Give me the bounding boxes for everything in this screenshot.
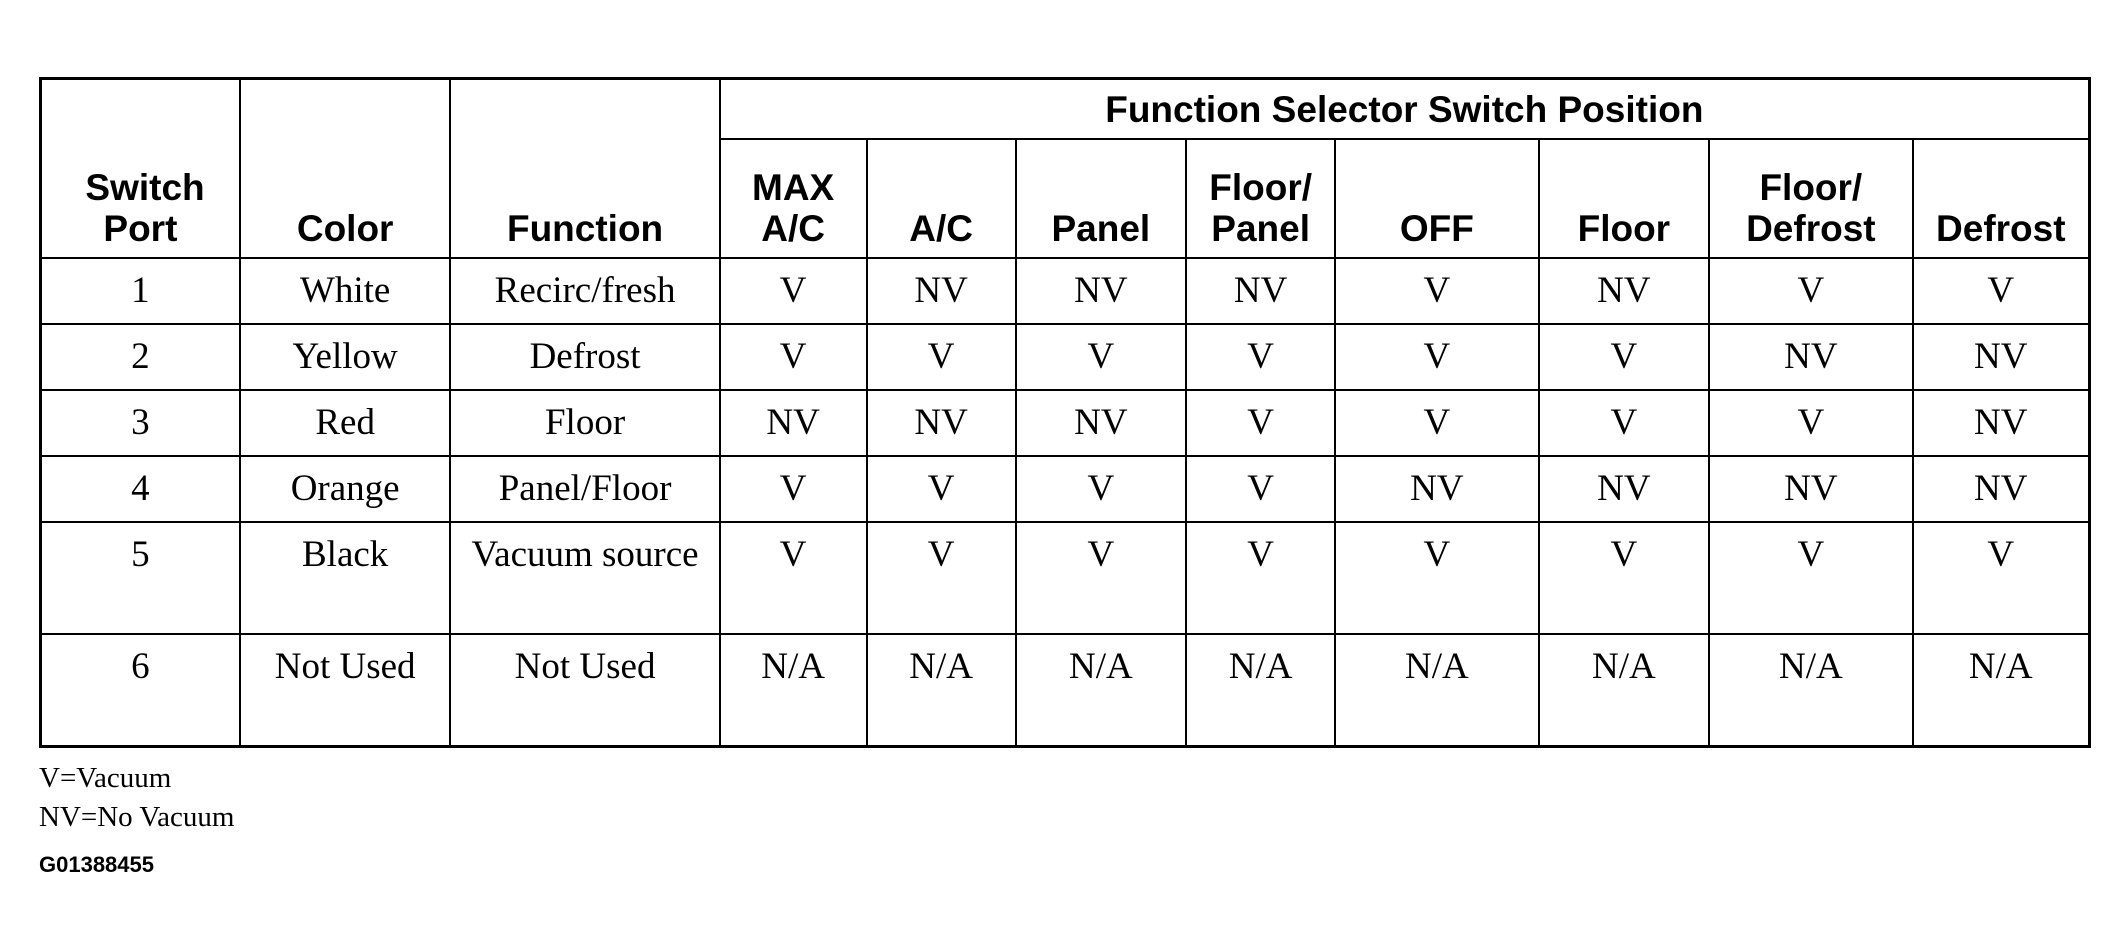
cell-port: 6	[41, 634, 240, 747]
cell-position-value: NV	[1016, 258, 1187, 324]
header-switch-port-label: Switch Port	[85, 167, 205, 249]
header-position-2: Panel	[1016, 139, 1187, 258]
cell-function: Panel/Floor	[450, 456, 719, 522]
cell-position-value: V	[720, 324, 867, 390]
header-position-5: Floor	[1539, 139, 1710, 258]
table-row	[41, 258, 2090, 324]
table-row	[41, 634, 2090, 747]
header-function: Function	[450, 79, 719, 259]
cell-function: Not Used	[450, 634, 719, 747]
cell-position-value: NV	[867, 258, 1016, 324]
cell-position-value: V	[1709, 390, 1912, 456]
cell-color: Not Used	[240, 634, 451, 747]
legend-no-vacuum: NV=No Vacuum	[39, 801, 235, 833]
cell-position-value: N/A	[1016, 634, 1187, 747]
cell-function: Recirc/fresh	[450, 258, 719, 324]
cell-position-value: V	[1913, 258, 2090, 324]
cell-position-value: V	[1335, 390, 1538, 456]
cell-position-value: V	[1186, 390, 1335, 456]
table-row	[41, 522, 2090, 634]
cell-position-value: V	[1335, 258, 1538, 324]
cell-position-value: NV	[1335, 456, 1538, 522]
cell-position-value: NV	[720, 390, 867, 456]
cell-position-value: V	[720, 456, 867, 522]
table-row	[41, 324, 2090, 390]
cell-position-value: NV	[1016, 390, 1187, 456]
cell-position-value: V	[1016, 456, 1187, 522]
cell-port: 2	[41, 324, 240, 390]
cell-color: Black	[240, 522, 451, 634]
header-position-1: A/C	[867, 139, 1016, 258]
cell-position-value: NV	[1539, 456, 1710, 522]
figure-id: G01388455	[39, 852, 154, 877]
cell-position-value: V	[720, 258, 867, 324]
cell-position-value: N/A	[1709, 634, 1912, 747]
cell-position-value: V	[1016, 522, 1187, 634]
cell-color: White	[240, 258, 451, 324]
header-switch-port	[41, 79, 240, 259]
cell-position-value: V	[1186, 522, 1335, 634]
cell-position-value: N/A	[1913, 634, 2090, 747]
cell-position-value: V	[1335, 522, 1538, 634]
cell-position-value: N/A	[1335, 634, 1538, 747]
table-row	[41, 456, 2090, 522]
cell-position-value: V	[1335, 324, 1538, 390]
legend-vacuum: V=Vacuum	[39, 762, 172, 794]
cell-port: 5	[41, 522, 240, 634]
cell-position-value: V	[1539, 324, 1710, 390]
cell-color: Red	[240, 390, 451, 456]
header-position-3: Floor/ Panel	[1186, 139, 1335, 258]
cell-color: Yellow	[240, 324, 451, 390]
header-position-0: MAX A/C	[720, 139, 867, 258]
cell-position-value: V	[867, 456, 1016, 522]
cell-position-value: NV	[1539, 258, 1710, 324]
cell-position-value: V	[1186, 456, 1335, 522]
cell-function: Defrost	[450, 324, 719, 390]
cell-position-value: NV	[1186, 258, 1335, 324]
cell-function: Vacuum source	[450, 522, 719, 634]
switch-position-table	[39, 77, 2091, 748]
cell-position-value: NV	[1913, 456, 2090, 522]
cell-position-value: NV	[1709, 456, 1912, 522]
cell-position-value: N/A	[1539, 634, 1710, 747]
header-position-7: Defrost	[1913, 139, 2090, 258]
cell-position-value: NV	[1913, 390, 2090, 456]
header-position-4: OFF	[1335, 139, 1538, 258]
cell-position-value: V	[720, 522, 867, 634]
cell-port: 3	[41, 390, 240, 456]
cell-position-value: V	[1539, 390, 1710, 456]
cell-position-value: V	[1709, 258, 1912, 324]
cell-function: Floor	[450, 390, 719, 456]
cell-position-value: V	[1539, 522, 1710, 634]
table-row	[41, 390, 2090, 456]
header-function-selector-group: Function Selector Switch Position	[720, 79, 2090, 140]
cell-position-value: N/A	[720, 634, 867, 747]
cell-position-value: V	[1913, 522, 2090, 634]
cell-color: Orange	[240, 456, 451, 522]
cell-position-value: V	[867, 324, 1016, 390]
cell-position-value: V	[1016, 324, 1187, 390]
cell-position-value: NV	[1709, 324, 1912, 390]
cell-position-value: N/A	[867, 634, 1016, 747]
cell-position-value: V	[1186, 324, 1335, 390]
header-color: Color	[240, 79, 451, 259]
cell-position-value: V	[867, 522, 1016, 634]
cell-position-value: NV	[867, 390, 1016, 456]
cell-position-value: N/A	[1186, 634, 1335, 747]
cell-port: 1	[41, 258, 240, 324]
cell-port: 4	[41, 456, 240, 522]
cell-position-value: V	[1709, 522, 1912, 634]
cell-position-value: NV	[1913, 324, 2090, 390]
header-position-6: Floor/ Defrost	[1709, 139, 1912, 258]
